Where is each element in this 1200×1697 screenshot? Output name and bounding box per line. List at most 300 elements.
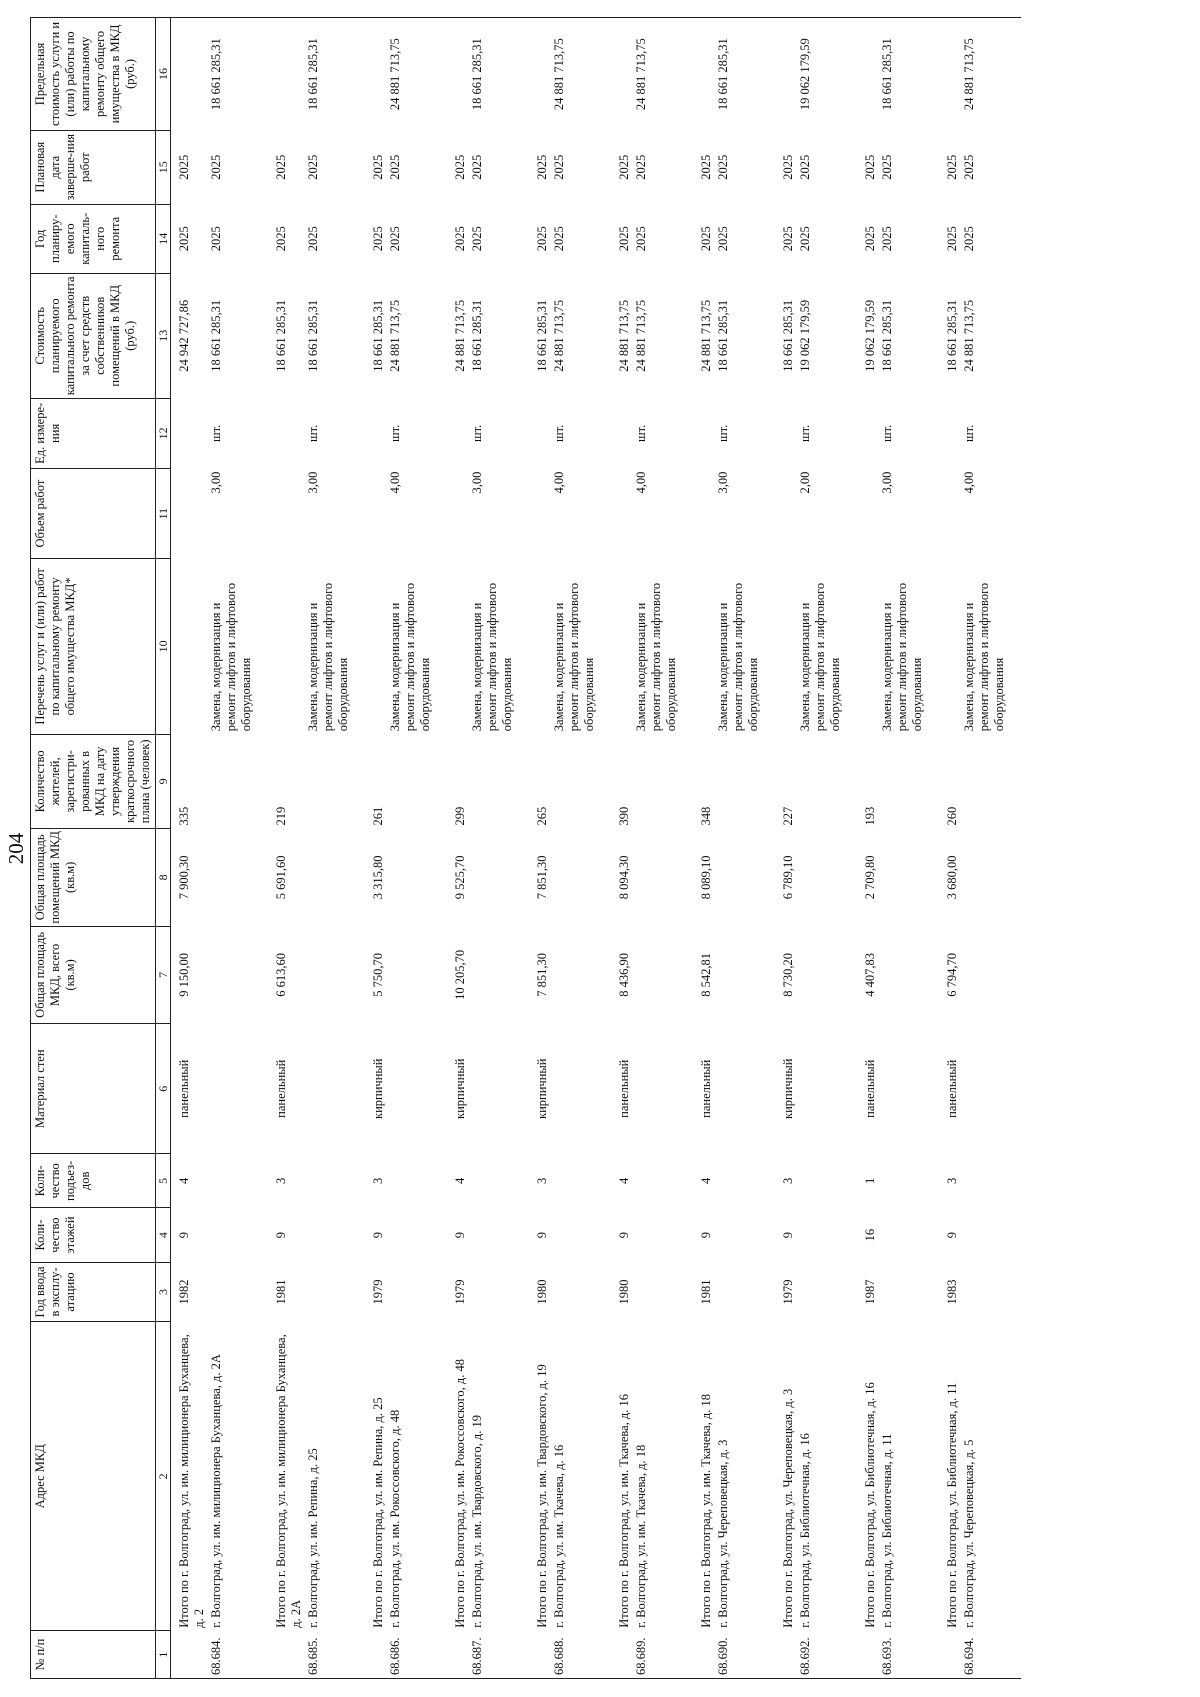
planned-cost: 24 881 713,75 <box>634 299 648 372</box>
wall-material: панельный <box>863 1059 877 1118</box>
row-number <box>529 1631 551 1679</box>
wall-material: панельный <box>177 1059 191 1118</box>
floors-count: 9 <box>781 1231 795 1239</box>
completion-year: 2025 <box>781 154 795 180</box>
column-number: 3 <box>156 1262 171 1322</box>
row-number: 68.694. <box>961 1631 1021 1679</box>
residents-count <box>879 734 939 828</box>
floors-count: 9 <box>945 1231 959 1239</box>
residents-count <box>208 734 268 828</box>
entrances-count: 4 <box>177 1177 191 1185</box>
residents-count <box>633 734 693 828</box>
year-built: 1982 <box>177 1279 191 1305</box>
cost-limit <box>693 18 715 131</box>
floors-count <box>715 1208 775 1262</box>
entrances-count: 4 <box>617 1177 631 1185</box>
completion-year: 2025 <box>274 154 288 180</box>
work-list: Замена, модернизация и ремонт лифтов и лифтового оборудования <box>209 582 253 732</box>
rooms-area: 5 691,60 <box>274 855 288 900</box>
work-list <box>693 559 715 735</box>
work-list: Замена, модернизация и ремонт лифтов и лифтового оборудования <box>552 582 596 732</box>
year-built: 1980 <box>617 1279 631 1305</box>
rooms-area <box>961 829 1021 927</box>
row-number <box>447 1631 469 1679</box>
year-built: 1979 <box>453 1279 467 1305</box>
wall-material <box>551 1024 611 1154</box>
unit <box>171 398 209 468</box>
row-number: 68.686. <box>387 1631 447 1679</box>
item-row <box>961 18 1021 1679</box>
total-area <box>387 926 447 1024</box>
planned-cost: 18 661 285,31 <box>535 299 549 372</box>
unit: шт. <box>209 424 223 442</box>
unit <box>857 398 879 468</box>
unit: шт. <box>388 424 402 442</box>
wall-material <box>387 1024 447 1154</box>
column-number: 11 <box>156 469 171 559</box>
wall-material <box>797 1024 857 1154</box>
floors-count: 9 <box>274 1231 288 1239</box>
work-list <box>857 559 879 735</box>
residents-count <box>797 734 857 828</box>
floors-count <box>633 1208 693 1262</box>
row-number: 68.690. <box>715 1631 775 1679</box>
unit: шт. <box>716 424 730 442</box>
item-row <box>797 18 857 1679</box>
floors-count: 9 <box>371 1231 385 1239</box>
planned-year: 2025 <box>962 226 976 252</box>
rooms-area: 8 094,30 <box>617 855 631 900</box>
row-number: 68.685. <box>305 1631 365 1679</box>
planned-cost: 24 881 713,75 <box>388 299 402 372</box>
entrances-count: 3 <box>535 1177 549 1185</box>
planned-year: 2025 <box>453 226 467 252</box>
work-volume <box>857 469 879 559</box>
year-built: 1980 <box>535 1279 549 1305</box>
total-row <box>693 18 715 1679</box>
work-volume: 3,00 <box>880 471 894 494</box>
cost-limit: 19 062 179,59 <box>797 18 857 131</box>
unit: шт. <box>798 424 812 442</box>
row-number: 68.689. <box>633 1631 693 1679</box>
column-header: Общая площадь помещений МКД (кв.м) <box>31 829 156 927</box>
row-number <box>611 1631 633 1679</box>
total-area <box>469 926 529 1024</box>
wall-material <box>208 1024 268 1154</box>
rooms-area: 6 789,10 <box>781 855 795 900</box>
address: г. Волгоград, ул. Череповецкая, д. 3 <box>716 1439 730 1628</box>
column-number: 13 <box>156 273 171 398</box>
cost-limit: 18 661 285,31 <box>715 18 775 131</box>
work-volume <box>268 469 305 559</box>
cost-limit: 24 881 713,75 <box>633 18 693 131</box>
year-built: 1981 <box>274 1279 288 1305</box>
work-volume: 3,00 <box>209 471 223 494</box>
column-number: 2 <box>156 1322 171 1631</box>
year-built <box>961 1262 1021 1322</box>
wall-material <box>633 1024 693 1154</box>
row-number: 68.692. <box>797 1631 857 1679</box>
address: г. Волгоград, ул. им. Ткачева, д. 16 <box>552 1444 566 1628</box>
work-list <box>611 559 633 735</box>
completion-year: 2025 <box>863 154 877 180</box>
table-header <box>31 18 171 1679</box>
column-header: Предельная стоимость услуги и (или) работы по капитальному ремонту общего имущества в МКД (руб.) <box>31 18 156 131</box>
work-list: Замена, модернизация и ремонт лифтов и лифтового оборудования <box>306 582 350 732</box>
cost-limit <box>939 18 961 131</box>
item-row <box>633 18 693 1679</box>
planned-cost: 24 881 713,75 <box>962 299 976 372</box>
rooms-area <box>551 829 611 927</box>
capital-repair-table <box>30 17 1021 1679</box>
row-number <box>775 1631 797 1679</box>
wall-material <box>879 1024 939 1154</box>
column-number: 1 <box>156 1631 171 1679</box>
rooms-area <box>305 829 365 927</box>
work-list <box>775 559 797 735</box>
rooms-area <box>879 829 939 927</box>
entrances-count <box>208 1154 268 1208</box>
planned-year: 2025 <box>945 226 959 252</box>
column-number: 7 <box>156 926 171 1024</box>
work-list: Замена, модернизация и ремонт лифтов и лифтового оборудования <box>798 582 842 732</box>
address: г. Волгоград, ул. им. Твардовского, д. 19 <box>470 1415 484 1628</box>
column-header: Стоимость планируемого капитального ремонта за счет средств собственников помещений в МКД (руб.) <box>31 273 156 398</box>
wall-material: панельный <box>274 1059 288 1118</box>
entrances-count <box>633 1154 693 1208</box>
column-header: Плановая дата заверше-ния работ <box>31 130 156 204</box>
year-built <box>633 1262 693 1322</box>
page-number: 204 <box>4 832 28 865</box>
residents-count: 219 <box>274 806 288 826</box>
year-built <box>879 1262 939 1322</box>
planned-year: 2025 <box>177 226 191 252</box>
entrances-count: 3 <box>781 1177 795 1185</box>
wall-material: кирпичный <box>371 1058 385 1119</box>
work-volume: 3,00 <box>470 471 484 494</box>
planned-cost: 24 881 713,75 <box>552 299 566 372</box>
residents-count: 260 <box>945 806 959 826</box>
total-row <box>529 18 551 1679</box>
total-area: 8 730,20 <box>781 953 795 997</box>
item-row <box>715 18 775 1679</box>
floors-count <box>551 1208 611 1262</box>
address: г. Волгоград, ул. им. милиционера Буханцева, д. 2А <box>209 1354 223 1628</box>
cost-limit <box>365 18 387 131</box>
item-row <box>469 18 529 1679</box>
rooms-area: 9 525,70 <box>453 855 467 900</box>
header-row <box>31 18 156 1679</box>
completion-year: 2025 <box>716 154 730 180</box>
floors-count: 9 <box>617 1231 631 1239</box>
column-header: Год планиру-емого капиталь-ного ремонта <box>31 204 156 273</box>
rooms-area <box>797 829 857 927</box>
unit <box>365 398 387 468</box>
wall-material: кирпичный <box>453 1058 467 1119</box>
work-volume: 2,00 <box>798 471 812 494</box>
completion-year: 2025 <box>945 154 959 180</box>
address: г. Волгоград, ул. Череповецкая, д. 5 <box>962 1439 976 1628</box>
column-header: Перечень услуг и (или) работ по капитальному ремонту общего имущества МКД* <box>31 559 156 735</box>
work-volume: 4,00 <box>634 471 648 494</box>
total-row <box>268 18 305 1679</box>
planned-cost: 18 661 285,31 <box>371 299 385 372</box>
row-number <box>693 1631 715 1679</box>
wall-material <box>715 1024 775 1154</box>
total-row <box>171 18 209 1679</box>
column-number: 15 <box>156 130 171 204</box>
cost-limit <box>529 18 551 131</box>
column-number: 16 <box>156 18 171 131</box>
rooms-area: 7 900,30 <box>177 855 191 900</box>
work-volume <box>447 469 469 559</box>
column-number-row <box>156 18 171 1679</box>
total-row <box>775 18 797 1679</box>
column-number: 5 <box>156 1154 171 1208</box>
entrances-count <box>551 1154 611 1208</box>
planned-cost: 19 062 179,59 <box>798 299 812 372</box>
rooms-area: 8 089,10 <box>699 855 713 900</box>
unit <box>939 398 961 468</box>
completion-year: 2025 <box>552 154 566 180</box>
address: г. Волгоград, ул. Библиотечная, д. 16 <box>798 1433 812 1628</box>
address: г. Волгоград, ул. им. Ткачева, д. 18 <box>634 1444 648 1628</box>
planned-year: 2025 <box>552 226 566 252</box>
floors-count <box>305 1208 365 1262</box>
completion-year: 2025 <box>617 154 631 180</box>
wall-material: кирпичный <box>781 1058 795 1119</box>
planned-year: 2025 <box>880 226 894 252</box>
total-label: Итого по г. Волгоград, ул. им. Репина, д. 25 <box>371 1397 385 1628</box>
planned-cost: 24 942 727,86 <box>177 299 191 372</box>
year-built: 1987 <box>863 1279 877 1305</box>
residents-count: 227 <box>781 806 795 826</box>
floors-count <box>961 1208 1021 1262</box>
year-built <box>387 1262 447 1322</box>
work-list: Замена, модернизация и ремонт лифтов и лифтового оборудования <box>388 582 432 732</box>
entrances-count <box>387 1154 447 1208</box>
column-header: Количество жителей, зарегистри-рованных в МКД на дату утверждения краткосрочного плана (человек) <box>31 734 156 828</box>
entrances-count <box>469 1154 529 1208</box>
floors-count: 9 <box>699 1231 713 1239</box>
total-area: 4 407,83 <box>863 953 877 997</box>
total-label: Итого по г. Волгоград, ул. Библиотечная, д. 11 <box>945 1382 959 1628</box>
total-area <box>633 926 693 1024</box>
year-built: 1983 <box>945 1279 959 1305</box>
work-volume: 3,00 <box>306 471 320 494</box>
entrances-count: 3 <box>371 1177 385 1185</box>
planned-year: 2025 <box>371 226 385 252</box>
cost-limit: 18 661 285,31 <box>208 18 268 131</box>
cost-limit: 18 661 285,31 <box>305 18 365 131</box>
year-built: 1979 <box>781 1279 795 1305</box>
cost-limit: 24 881 713,75 <box>387 18 447 131</box>
planned-year: 2025 <box>306 226 320 252</box>
work-volume <box>529 469 551 559</box>
column-header: Общая площадь МКД, всего (кв.м) <box>31 926 156 1024</box>
rooms-area <box>633 829 693 927</box>
column-header: Ед. измере-ния <box>31 398 156 468</box>
work-volume: 4,00 <box>962 471 976 494</box>
planned-cost: 18 661 285,31 <box>945 299 959 372</box>
address: г. Волгоград, ул. им. Репина, д. 25 <box>306 1448 320 1628</box>
cost-limit <box>268 18 305 131</box>
floors-count: 9 <box>453 1231 467 1239</box>
completion-year: 2025 <box>453 154 467 180</box>
work-list: Замена, модернизация и ремонт лифтов и лифтового оборудования <box>716 582 760 732</box>
unit: шт. <box>634 424 648 442</box>
column-header: Коли-чество подъез-дов <box>31 1154 156 1208</box>
row-number: 68.693. <box>879 1631 939 1679</box>
total-area <box>551 926 611 1024</box>
item-row <box>387 18 447 1679</box>
residents-count: 193 <box>863 806 877 826</box>
cost-limit <box>447 18 469 131</box>
planned-cost: 18 661 285,31 <box>209 299 223 372</box>
row-number: 68.688. <box>551 1631 611 1679</box>
floors-count: 9 <box>535 1231 549 1239</box>
total-area <box>208 926 268 1024</box>
completion-year: 2025 <box>634 154 648 180</box>
year-built <box>305 1262 365 1322</box>
total-area: 5 750,70 <box>371 953 385 997</box>
wall-material: панельный <box>617 1059 631 1118</box>
work-volume: 3,00 <box>716 471 730 494</box>
total-area <box>879 926 939 1024</box>
unit: шт. <box>880 424 894 442</box>
column-number: 9 <box>156 734 171 828</box>
residents-count: 335 <box>177 806 191 826</box>
residents-count: 261 <box>371 806 385 826</box>
work-list <box>268 559 305 735</box>
rooms-area <box>715 829 775 927</box>
year-built: 1981 <box>699 1279 713 1305</box>
planned-year: 2025 <box>716 226 730 252</box>
rooms-area: 7 851,30 <box>535 855 549 900</box>
unit <box>529 398 551 468</box>
planned-year: 2025 <box>209 226 223 252</box>
planned-year: 2025 <box>634 226 648 252</box>
year-built <box>551 1262 611 1322</box>
work-volume: 4,00 <box>552 471 566 494</box>
completion-year: 2025 <box>880 154 894 180</box>
planned-cost: 18 661 285,31 <box>274 299 288 372</box>
work-list <box>529 559 551 735</box>
planned-year: 2025 <box>388 226 402 252</box>
total-row <box>365 18 387 1679</box>
wall-material <box>305 1024 365 1154</box>
floors-count <box>469 1208 529 1262</box>
year-built <box>208 1262 268 1322</box>
entrances-count <box>879 1154 939 1208</box>
cost-limit <box>775 18 797 131</box>
wall-material <box>469 1024 529 1154</box>
work-volume <box>171 469 209 559</box>
cost-limit: 24 881 713,75 <box>961 18 1021 131</box>
entrances-count: 4 <box>699 1177 713 1185</box>
total-area <box>305 926 365 1024</box>
unit <box>775 398 797 468</box>
row-number <box>857 1631 879 1679</box>
cost-limit: 24 881 713,75 <box>551 18 611 131</box>
planned-cost: 24 881 713,75 <box>699 299 713 372</box>
work-volume <box>775 469 797 559</box>
residents-count <box>551 734 611 828</box>
work-list: Замена, модернизация и ремонт лифтов и лифтового оборудования <box>962 582 1006 732</box>
column-number: 10 <box>156 559 171 735</box>
planned-year: 2025 <box>863 226 877 252</box>
completion-year: 2025 <box>470 154 484 180</box>
total-label: Итого по г. Волгоград, ул. им. милиционера Буханцева, д. 2А <box>274 1334 303 1628</box>
table-body <box>171 18 1022 1679</box>
unit <box>447 398 469 468</box>
floors-count <box>879 1208 939 1262</box>
completion-year: 2025 <box>388 154 402 180</box>
rooms-area <box>387 829 447 927</box>
planned-cost: 24 881 713,75 <box>453 299 467 372</box>
row-number <box>365 1631 387 1679</box>
planned-cost: 18 661 285,31 <box>880 299 894 372</box>
item-row <box>208 18 268 1679</box>
planned-cost: 18 661 285,31 <box>470 299 484 372</box>
unit: шт. <box>306 424 320 442</box>
row-number: 68.684. <box>208 1631 268 1679</box>
completion-year: 2025 <box>962 154 976 180</box>
unit <box>268 398 305 468</box>
floors-count: 9 <box>177 1231 191 1239</box>
item-row <box>879 18 939 1679</box>
planned-year: 2025 <box>781 226 795 252</box>
year-built <box>715 1262 775 1322</box>
total-label: Итого по г. Волгоград, ул. им. Твардовского, д. 19 <box>535 1364 549 1628</box>
wall-material <box>961 1024 1021 1154</box>
cost-limit: 18 661 285,31 <box>469 18 529 131</box>
total-area: 8 542,81 <box>699 953 713 997</box>
unit <box>693 398 715 468</box>
unit <box>611 398 633 468</box>
year-built <box>797 1262 857 1322</box>
planned-year: 2025 <box>798 226 812 252</box>
total-row <box>857 18 879 1679</box>
residents-count: 390 <box>617 806 631 826</box>
cost-limit <box>171 18 209 131</box>
total-row <box>939 18 961 1679</box>
floors-count <box>387 1208 447 1262</box>
entrances-count <box>961 1154 1021 1208</box>
rooms-area: 3 680,00 <box>945 855 959 900</box>
total-area <box>961 926 1021 1024</box>
total-label: Итого по г. Волгоград, ул. им. Ткачева, д. 16 <box>617 1393 631 1628</box>
total-area: 9 150,00 <box>177 953 191 997</box>
planned-cost: 19 062 179,59 <box>863 299 877 372</box>
column-number: 14 <box>156 204 171 273</box>
work-volume: 4,00 <box>388 471 402 494</box>
total-area: 6 613,60 <box>274 953 288 997</box>
completion-year: 2025 <box>306 154 320 180</box>
work-list: Замена, модернизация и ремонт лифтов и лифтового оборудования <box>634 582 678 732</box>
total-row <box>611 18 633 1679</box>
total-area <box>797 926 857 1024</box>
unit: шт. <box>552 424 566 442</box>
rooms-area <box>208 829 268 927</box>
rooms-area: 3 315,80 <box>371 855 385 900</box>
wall-material: панельный <box>699 1059 713 1118</box>
work-list: Замена, модернизация и ремонт лифтов и лифтового оборудования <box>470 582 514 732</box>
total-label: Итого по г. Волгоград, ул. Библиотечная, д. 16 <box>863 1382 877 1628</box>
residents-count: 299 <box>453 806 467 826</box>
wall-material: панельный <box>945 1059 959 1118</box>
completion-year: 2025 <box>371 154 385 180</box>
